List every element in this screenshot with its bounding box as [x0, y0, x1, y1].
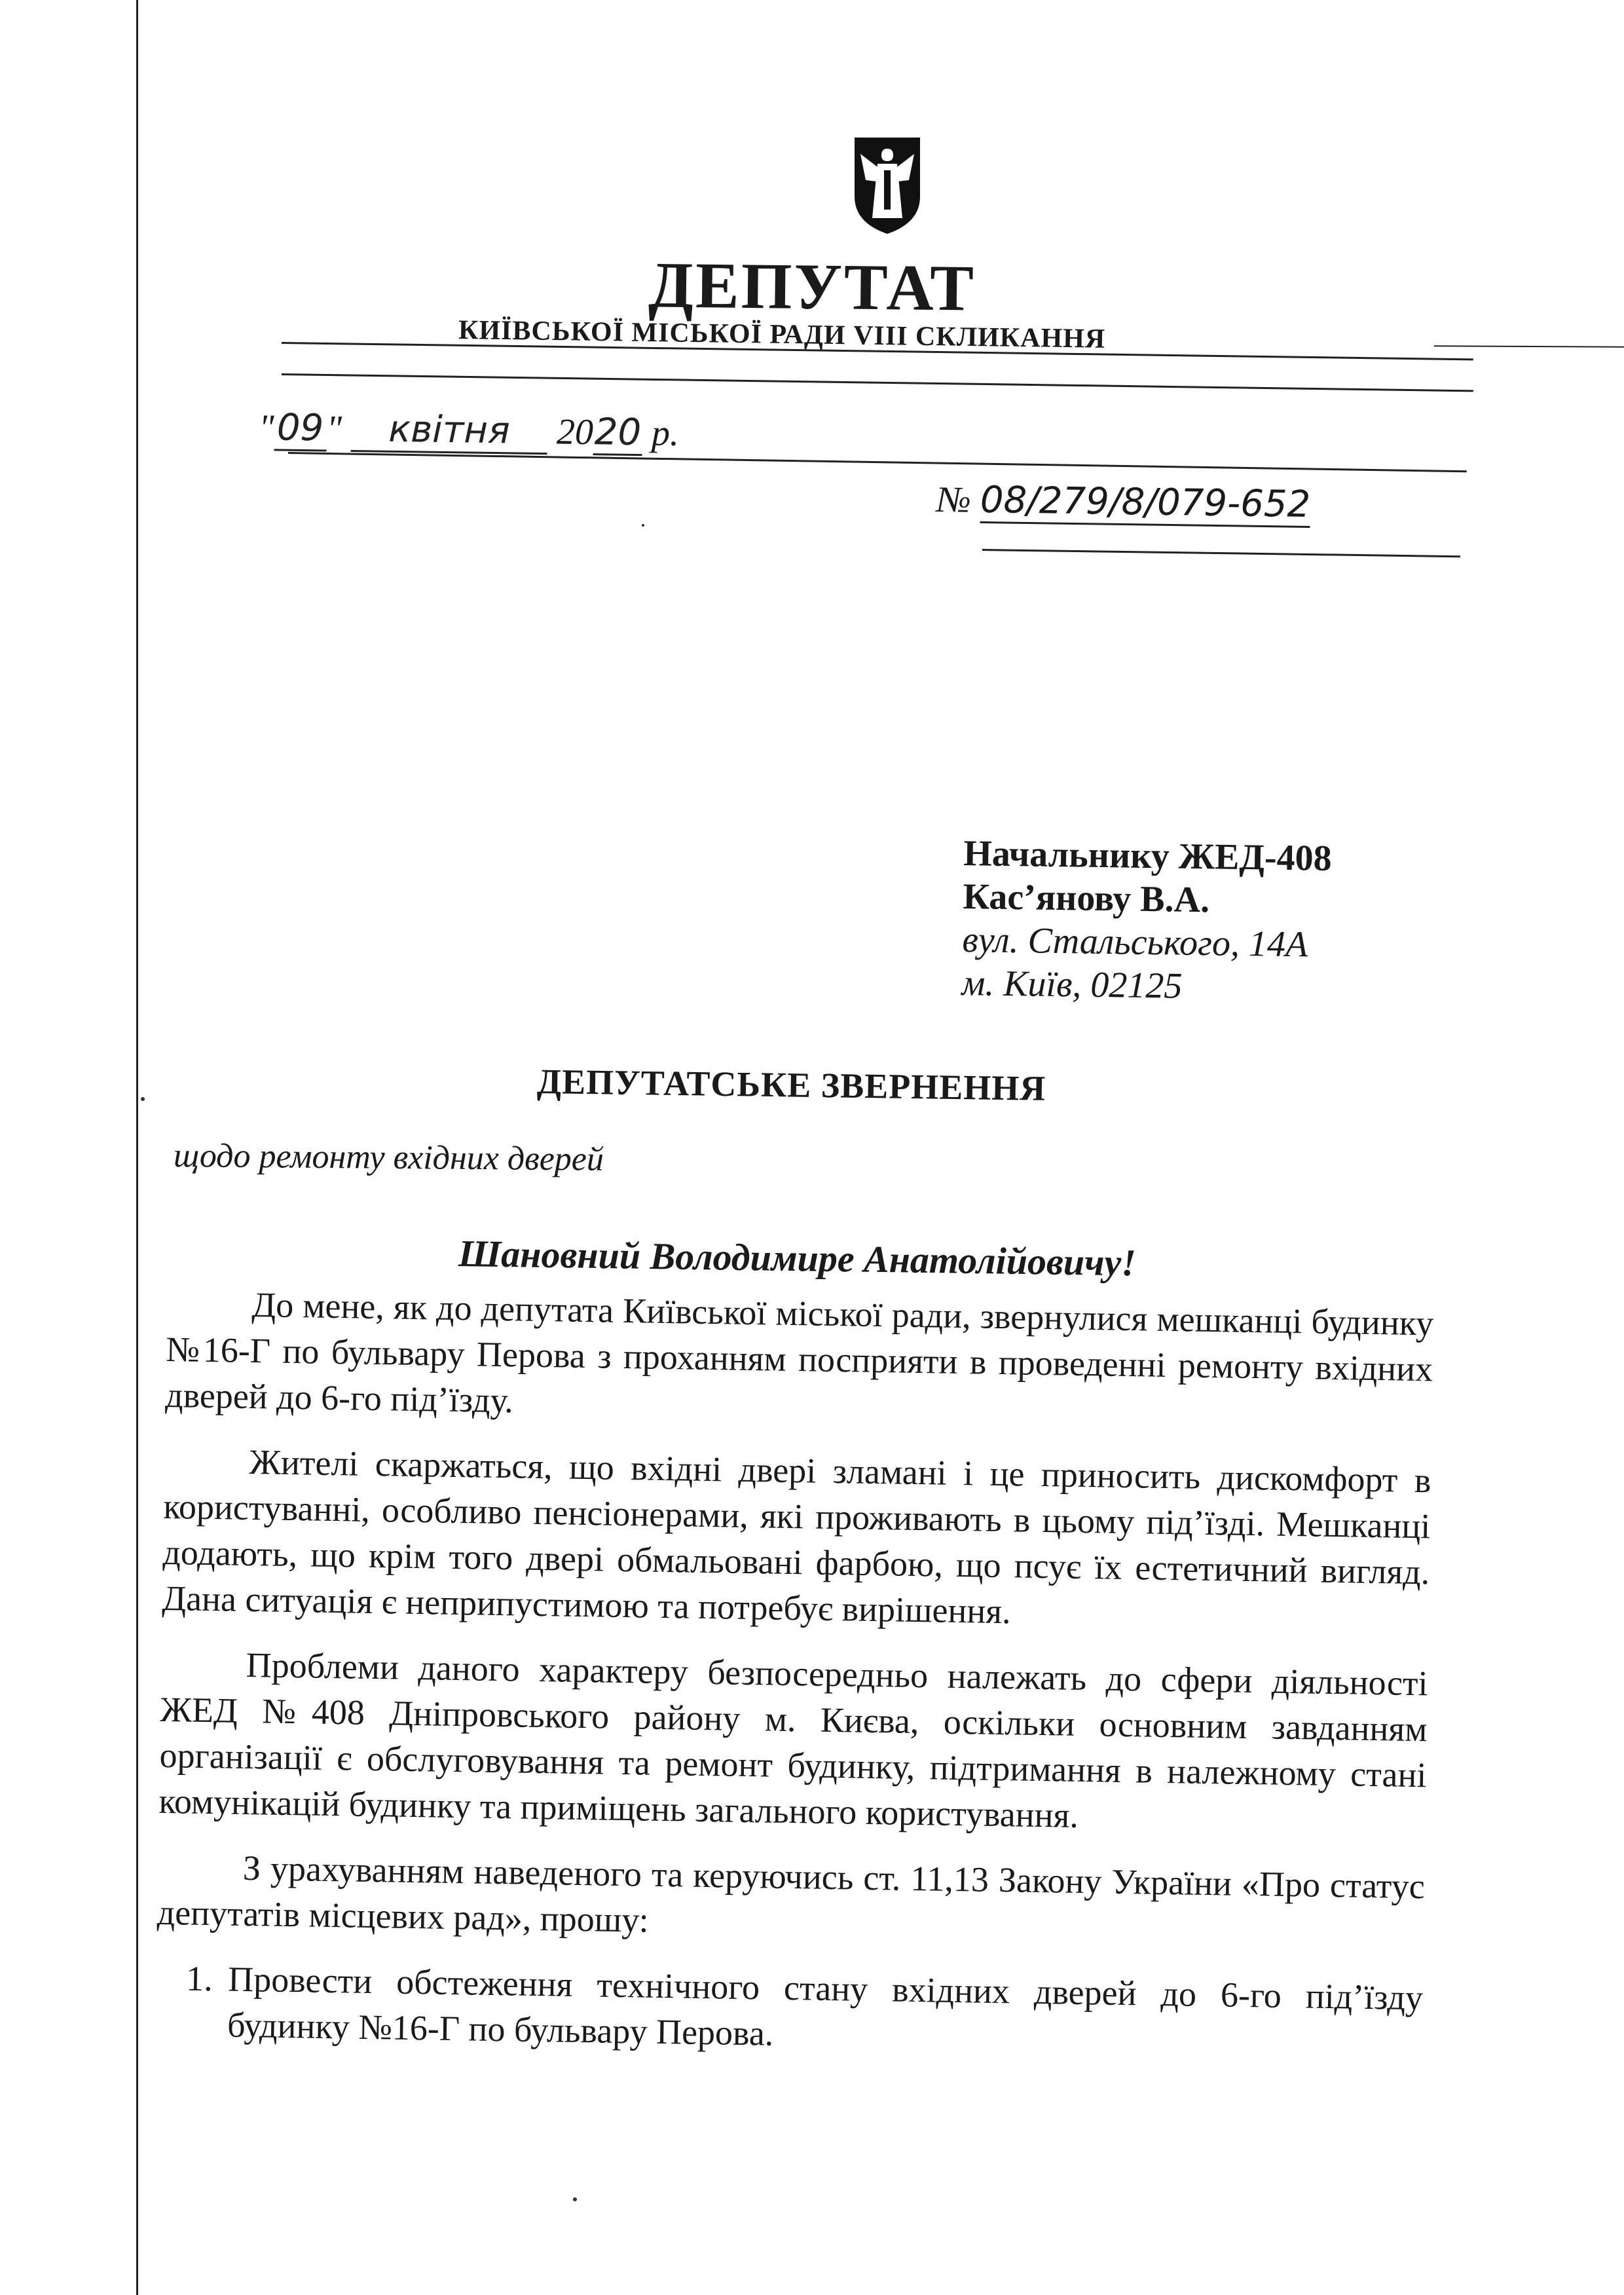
deputy-title: ДЕПУТАТ	[648, 248, 976, 325]
scan-speck	[642, 524, 644, 527]
greeting: Шановний Володимире Анатолійовичу!	[458, 1232, 1137, 1284]
request-list	[155, 1955, 1424, 2066]
kyiv-crest-icon	[851, 134, 923, 236]
scan-speck	[141, 1097, 145, 1101]
paragraph-4: З урахуванням наведеного та керуючись ст. 11,13 Закону України «Про статус депутатів місцевих рад», прошу:	[157, 1848, 1426, 1940]
date-close-quote: "	[326, 408, 342, 449]
reg-number: 08/279/8/079-652	[980, 479, 1310, 528]
date-year-mark: р.	[651, 413, 680, 454]
addressee-name: Кас’янову В.А.	[963, 876, 1210, 921]
registration-number	[936, 478, 1311, 528]
addressee-street: вул. Стальського, 14А	[962, 919, 1308, 965]
date-open-quote: "	[258, 407, 274, 449]
addressee-city: м. Київ, 02125	[961, 962, 1183, 1007]
scan-speck	[573, 2197, 577, 2201]
document-title: ДЕПУТАТСЬКЕ ЗВЕРНЕННЯ	[536, 1062, 1046, 1108]
date-year-suffix: 20	[593, 411, 643, 456]
date-rule	[288, 452, 1467, 472]
margin-stray-rule	[1434, 345, 1624, 348]
date-day: 09	[274, 406, 327, 451]
addressee-position: Начальнику ЖЕД-408	[963, 833, 1333, 879]
left-margin-rule	[136, 0, 138, 2295]
council-subtitle: КИЇВСЬКОЇ МІСЬКОЇ РАДИ VIII СКЛИКАННЯ	[458, 315, 1106, 354]
letter-date	[259, 406, 680, 457]
addressee-block	[961, 832, 1332, 1010]
paragraph-2: Жителі скаржаться, що вхідні двері зламані і це приносить дискомфорт в користуванні, особливо пенсіонерами, які проживають в цьому під’їзді. Мешканці додають, що крім того двері обмальовані фарбою, що псує їх естетичний вигляд. Дана ситуація є неприпустимою та потребує вирішення.	[161, 1442, 1431, 1632]
reg-prefix: №	[936, 479, 972, 521]
date-month: квітня	[351, 407, 548, 455]
reg-rule	[982, 549, 1460, 557]
letter-body	[155, 1280, 1434, 2066]
request-item-1: 1. Провести обстеження технічного стану вхідних дверей до 6-го під’їзду будинку №16-Г по бульвару Перова.	[221, 1956, 1424, 2066]
header-rule-mid	[282, 373, 1473, 392]
document-subject: щодо ремонту вхідних дверей	[173, 1137, 604, 1178]
paragraph-1: До мене, як до депутата Київської міської ради, звернулися мешканці будинку №16-Г по бульвару Перова з проханням посприяти в проведенні ремонту вхідних дверей до 6-го під’їзду.	[164, 1285, 1434, 1421]
paragraph-3: Проблеми даного характеру безпосередньо належать до сфери діяльності ЖЕД №408 Дніпровського району м. Києва, оскільки основним завданням організації є обслуговування та ремонт будинку, підтримання в належному стані комунікацій будинку та приміщень загального користування.	[158, 1645, 1429, 1835]
date-year-prefix: 20	[556, 411, 594, 453]
